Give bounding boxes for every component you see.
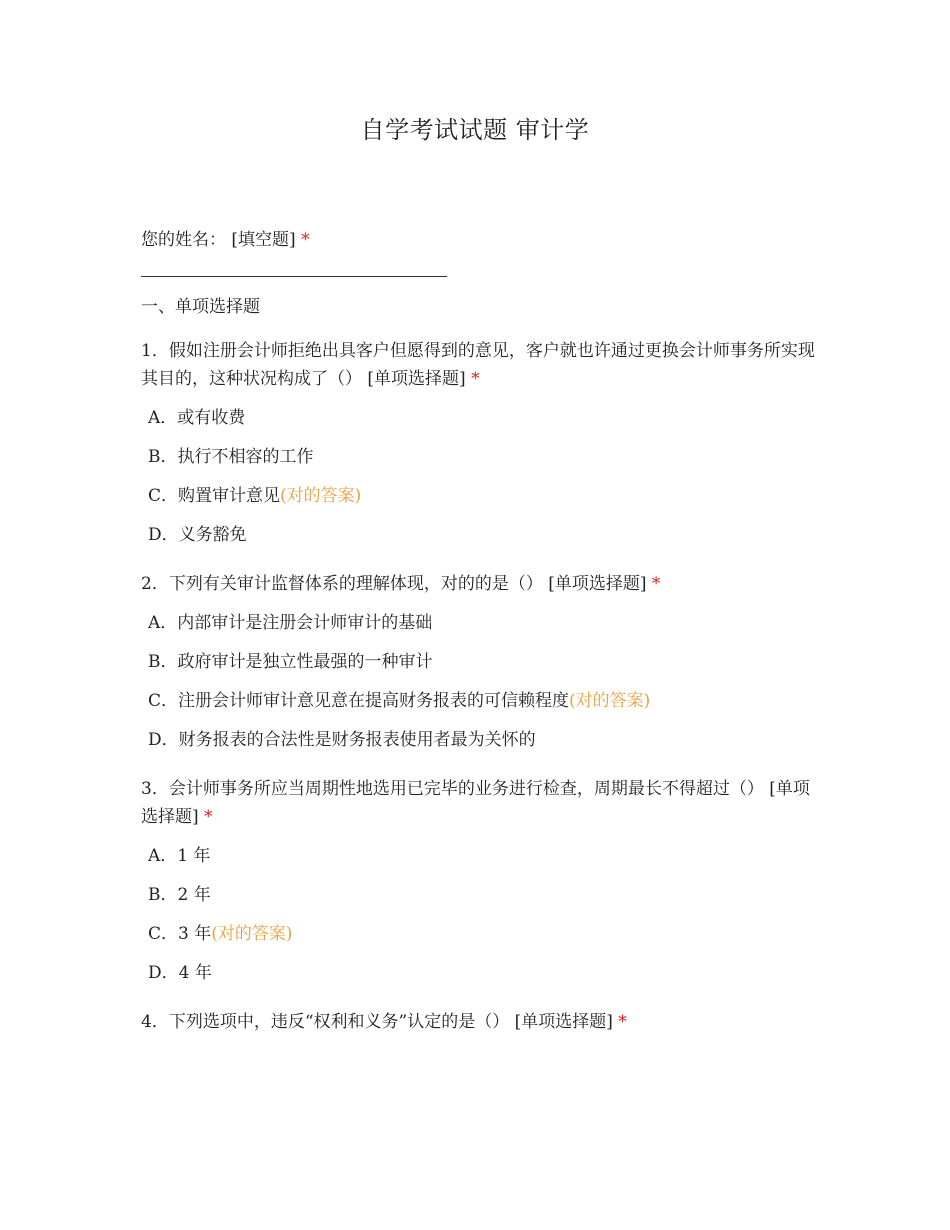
required-mark: * bbox=[651, 574, 661, 594]
option-item[interactable] bbox=[141, 920, 821, 948]
name-question bbox=[141, 226, 821, 254]
option-item[interactable] bbox=[141, 443, 821, 471]
option-item[interactable] bbox=[141, 842, 821, 870]
option-text: C．注册会计师审计意见意在提高财务报表的可信赖程度 bbox=[148, 691, 570, 711]
option-text: B．政府审计是独立性最强的一种审计 bbox=[148, 652, 433, 672]
option-item[interactable] bbox=[141, 726, 821, 754]
question-text: 4．下列选项中，违反“权利和义务”认定的是（） [单项选择题] bbox=[141, 1012, 619, 1032]
option-text: C．3 年 bbox=[148, 924, 212, 944]
option-item[interactable] bbox=[141, 404, 821, 432]
option-item[interactable] bbox=[141, 482, 821, 510]
section-title: 一、单项选择题 bbox=[141, 297, 260, 317]
exam-content bbox=[141, 226, 821, 1036]
name-label: 您的姓名： bbox=[141, 230, 226, 250]
option-item[interactable] bbox=[141, 687, 821, 715]
option-item[interactable] bbox=[141, 609, 821, 637]
option-text: D．义务豁免 bbox=[148, 525, 247, 545]
required-mark: * bbox=[301, 230, 310, 250]
option-text: D．财务报表的合法性是财务报表使用者最为关怀的 bbox=[148, 730, 536, 750]
required-mark: * bbox=[204, 807, 213, 827]
question-4 bbox=[141, 1008, 821, 1036]
name-input-line[interactable] bbox=[141, 254, 447, 277]
option-text: B．2 年 bbox=[148, 885, 211, 905]
option-text: D．4 年 bbox=[148, 963, 212, 983]
question-2 bbox=[141, 570, 821, 598]
correct-answer-mark: (对的答案) bbox=[211, 924, 293, 944]
required-mark: * bbox=[618, 1012, 627, 1032]
option-text: A．1 年 bbox=[148, 846, 211, 866]
question-text: 2．下列有关审计监督体系的理解体现，对的的是（） [单项选择题] bbox=[141, 574, 652, 594]
question-text: 3．会计师事务所应当周期性地选用已完毕的业务进行检查，周期最长不得超过（） [单项选择题] bbox=[141, 779, 810, 827]
name-type: [填空题] bbox=[231, 230, 296, 250]
option-text: C．购置审计意见 bbox=[148, 486, 281, 506]
question-text: 1．假如注册会计师拒绝出具客户但愿得到的意见，客户就也许通过更换会计师事务所实现其目的，这种状况构成了（） [单项选择题] bbox=[141, 341, 815, 389]
correct-answer-mark: (对的答案) bbox=[569, 691, 651, 711]
option-text: B．执行不相容的工作 bbox=[148, 447, 314, 467]
question-1 bbox=[141, 337, 821, 393]
option-item[interactable] bbox=[141, 959, 821, 987]
option-item[interactable] bbox=[141, 521, 821, 549]
option-item[interactable] bbox=[141, 648, 821, 676]
required-mark: * bbox=[471, 369, 480, 389]
page-title: 自学考试试题 审计学 bbox=[360, 116, 590, 144]
option-item[interactable] bbox=[141, 881, 821, 909]
option-text: A．或有收费 bbox=[148, 408, 246, 428]
question-list bbox=[141, 337, 821, 1036]
correct-answer-mark: (对的答案) bbox=[280, 486, 362, 506]
question-3 bbox=[141, 775, 821, 831]
option-text: A．内部审计是注册会计师审计的基础 bbox=[148, 613, 433, 633]
